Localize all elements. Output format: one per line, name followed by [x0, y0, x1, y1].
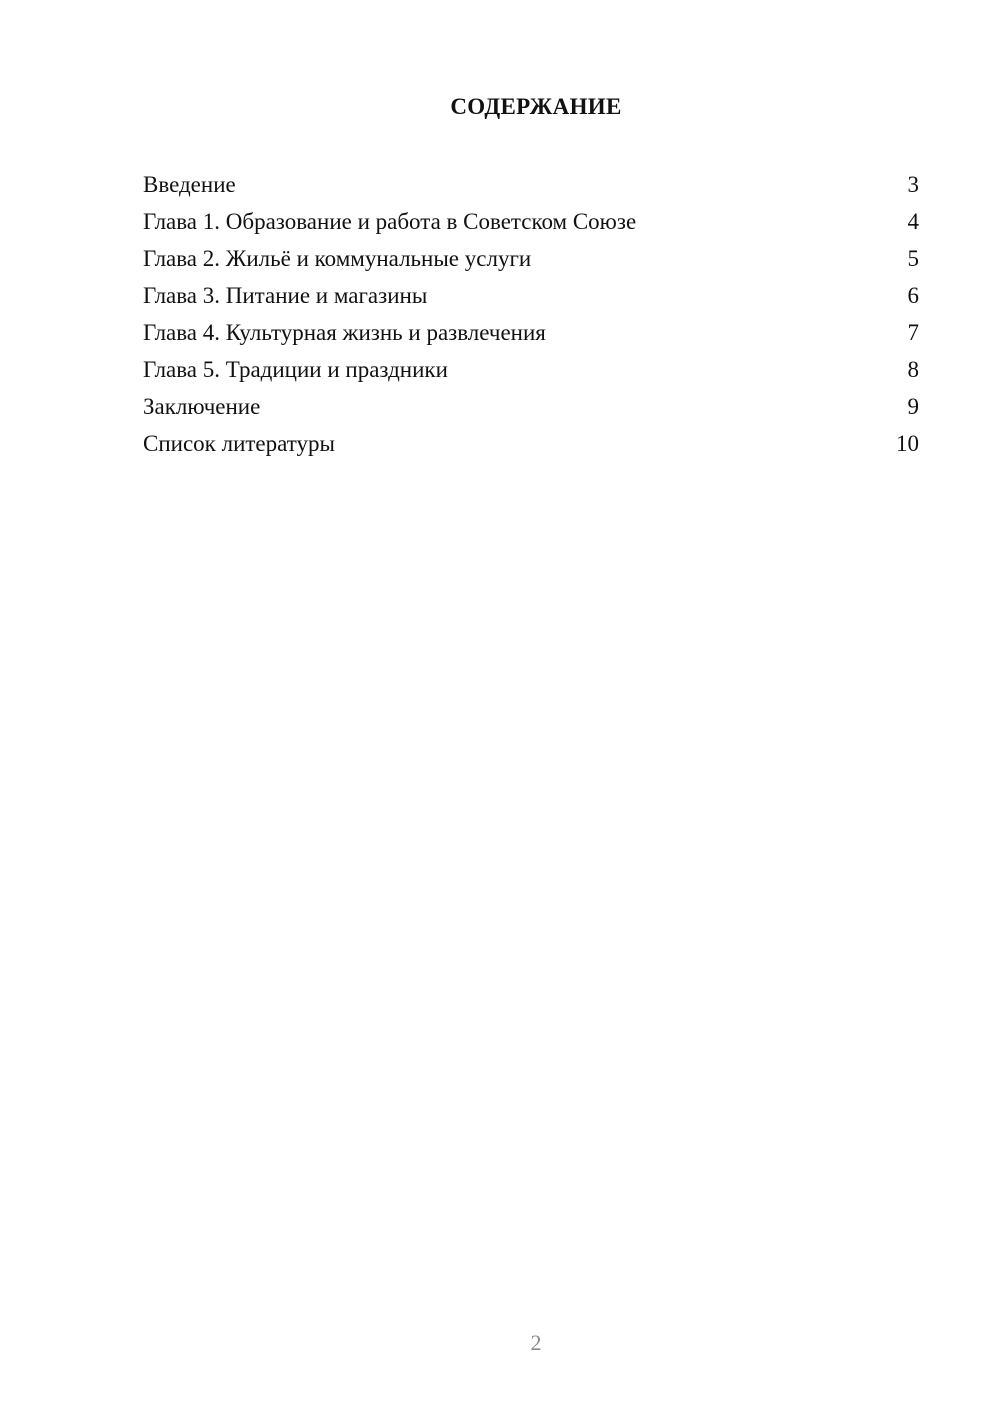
toc-item-bibliography: [143, 425, 919, 462]
toc-item-label: Глава 4. Культурная жизнь и развлечения: [143, 320, 546, 345]
toc-item-page: 4: [907, 209, 919, 234]
toc-item-label: Глава 1. Образование и работа в Советском Союзе: [143, 209, 637, 234]
page-number: 2: [530, 1330, 542, 1355]
toc-title: СОДЕРЖАНИЕ: [450, 94, 622, 119]
toc-item-chapter-1: [143, 203, 919, 240]
toc-item-label: Список литературы: [143, 431, 335, 456]
toc-item-label: Заключение: [143, 394, 261, 419]
toc-item-page: 5: [907, 246, 919, 271]
toc-item-page: 10: [896, 431, 919, 456]
toc-item-chapter-2: [143, 240, 919, 277]
toc-item-chapter-3: [143, 277, 919, 314]
toc-item-label: Глава 5. Традиции и праздники: [143, 357, 448, 382]
toc-item-page: 6: [907, 283, 919, 308]
table-of-contents: [143, 166, 919, 462]
toc-item-chapter-4: [143, 314, 919, 351]
toc-item-introduction: [143, 166, 919, 203]
toc-item-chapter-5: [143, 351, 919, 388]
toc-item-page: 3: [907, 172, 919, 197]
toc-item-label: Введение: [143, 172, 236, 197]
toc-item-page: 8: [907, 357, 919, 382]
toc-item-label: Глава 3. Питание и магазины: [143, 283, 428, 308]
toc-item-conclusion: [143, 388, 919, 425]
toc-item-page: 9: [907, 394, 919, 419]
toc-item-label: Глава 2. Жильё и коммунальные услуги: [143, 246, 532, 271]
toc-item-page: 7: [907, 320, 919, 345]
